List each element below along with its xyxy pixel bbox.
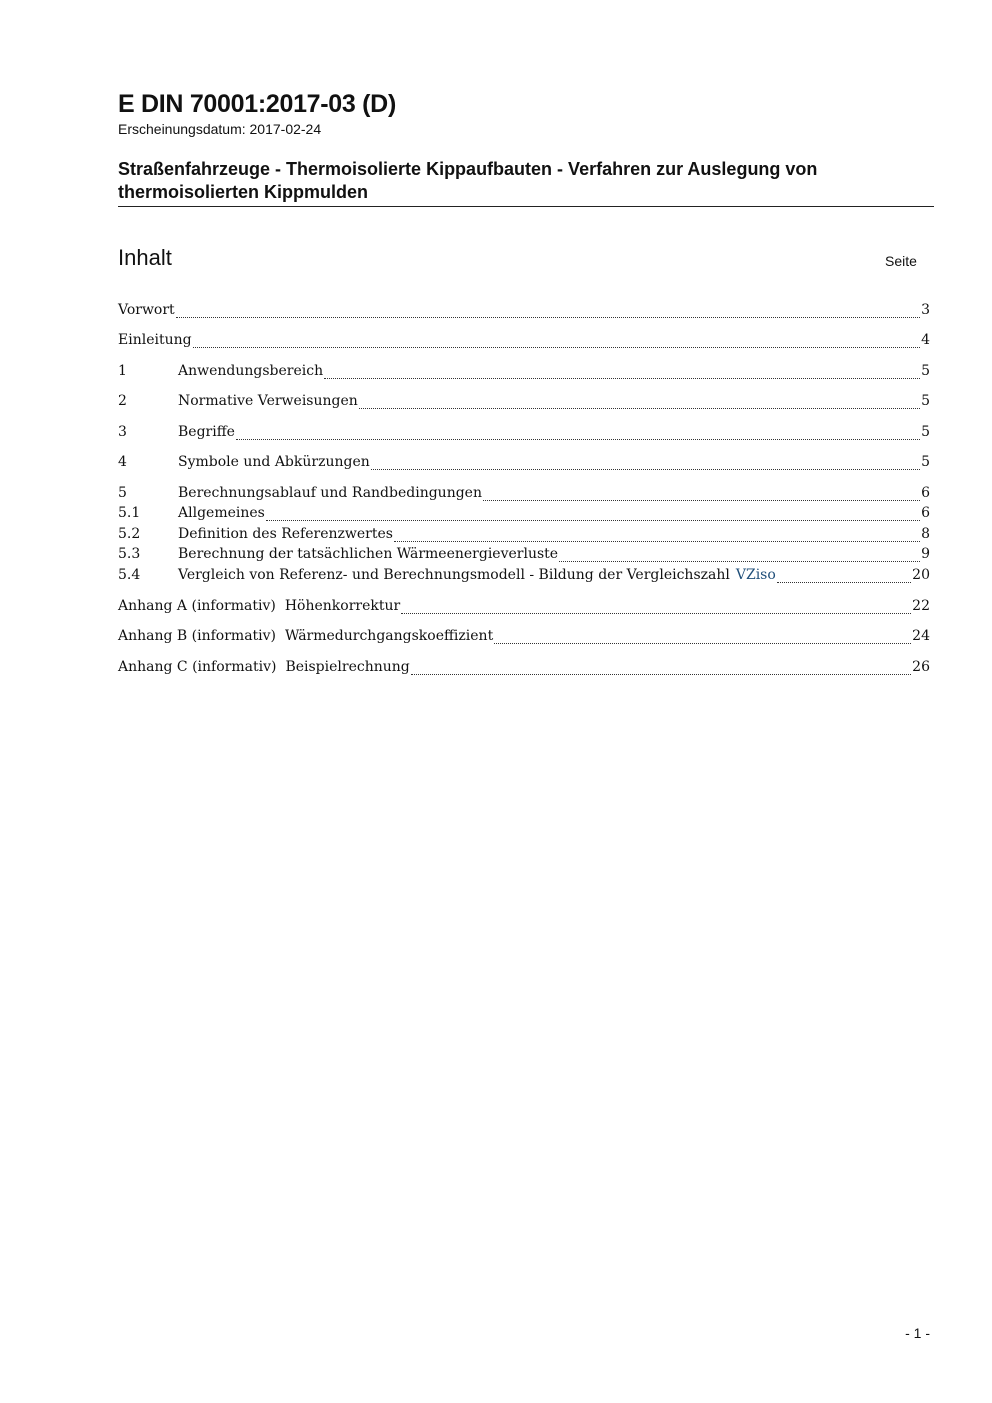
toc-entry-page: 5: [921, 424, 930, 440]
toc-entry-annex-b[interactable]: [118, 628, 930, 648]
toc-leader-dots: [559, 556, 920, 562]
toc-entry-number: 4: [118, 454, 127, 470]
toc-entry-number: 3: [118, 424, 127, 440]
toc-entry-page: 8: [921, 526, 930, 542]
toc-entry-text: Begriffe: [178, 424, 235, 440]
toc-entry-page: 5: [921, 363, 930, 379]
toc-entry-text: Berechnungsablauf und Randbedingungen: [178, 485, 482, 501]
toc-entry-5-2[interactable]: [118, 526, 930, 546]
toc-entry-annex-a[interactable]: [118, 598, 930, 618]
toc-entry-page: 22: [912, 598, 930, 614]
toc-leader-dots: [236, 434, 920, 440]
toc-leader-dots: [483, 495, 920, 501]
toc-entry-2[interactable]: [118, 393, 930, 413]
toc-entry-einleitung[interactable]: [118, 332, 930, 352]
toc-entry-page: 4: [921, 332, 930, 348]
toc-entry-number: 1: [118, 363, 127, 379]
comparison-number-symbol: VZiso: [735, 567, 776, 583]
toc-annex-label: Anhang B (informativ): [118, 628, 277, 644]
toc-annex-label: Anhang C (informativ): [118, 659, 277, 675]
toc-entry-3[interactable]: [118, 424, 930, 444]
toc-leader-dots: [394, 536, 920, 542]
toc-entry-text: Berechnung der tatsächlichen Wärmeenergieverluste: [178, 546, 559, 562]
toc-entry-page: 5: [921, 393, 930, 409]
toc-entry-text: Symbole und Abkürzungen: [178, 454, 370, 470]
toc-entry-page: 26: [912, 659, 930, 675]
toc-entry-page: 5: [921, 454, 930, 470]
document-id: E DIN 70001:2017-03 (D): [118, 90, 396, 118]
toc-entry-text: Vergleich von Referenz- und Berechnungsmodell - Bildung der Vergleichszahl: [178, 567, 730, 583]
toc-entry-page: 20: [912, 567, 930, 583]
toc-leader-dots: [359, 403, 920, 409]
toc-entry-text: Höhenkorrektur: [284, 598, 401, 614]
title-divider: [118, 206, 934, 207]
toc-leader-dots: [324, 373, 920, 379]
toc-entry-text: Wärmedurchgangskoeffizient: [285, 628, 494, 644]
toc-heading: Inhalt: [118, 245, 172, 270]
toc-leader-dots: [266, 515, 920, 521]
document-title: Straßenfahrzeuge - Thermoisolierte Kippaufbauten - Verfahren zur Auslegung von thermoisolierten Kippmulden: [118, 159, 818, 202]
toc-entry-text: Vorwort: [118, 302, 175, 318]
toc-leader-dots: [401, 608, 911, 614]
toc-annex-label: Anhang A (informativ): [118, 598, 276, 614]
toc-leader-dots: [494, 638, 911, 644]
toc-entry-5-3[interactable]: [118, 546, 930, 566]
toc-entry-page: 3: [921, 302, 930, 318]
toc-entry-page: 24: [912, 628, 930, 644]
toc-leader-dots: [371, 464, 920, 470]
toc-entry-text: Allgemeines: [178, 505, 265, 521]
toc-entry-page: 9: [921, 546, 930, 562]
toc-leader-dots: [176, 312, 920, 318]
toc-entry-number: 5.3: [118, 546, 141, 562]
toc-entry-number: 5.1: [118, 505, 141, 521]
page-number: - 1 -: [905, 1325, 930, 1341]
toc-entry-5[interactable]: [118, 485, 930, 505]
toc-entry-annex-c[interactable]: [118, 659, 930, 679]
toc-leader-dots: [411, 669, 911, 675]
toc-entry-text: Anwendungsbereich: [178, 363, 324, 379]
toc-entry-number: 5: [118, 485, 127, 501]
toc-entry-number: 5.4: [118, 567, 141, 583]
toc-entry-1[interactable]: [118, 363, 930, 383]
toc-leader-dots: [193, 342, 921, 348]
toc-entry-number: 2: [118, 393, 127, 409]
toc-entry-text: Einleitung: [118, 332, 192, 348]
toc-entry-number: 5.2: [118, 526, 141, 542]
toc-entry-text: Definition des Referenzwertes: [178, 526, 393, 542]
publication-date: Erscheinungsdatum: 2017-02-24: [118, 121, 322, 137]
toc-entry-text: Beispielrechnung: [285, 659, 410, 675]
toc-entry-5-1[interactable]: [118, 505, 930, 525]
toc-entry-5-4[interactable]: [118, 567, 930, 587]
toc-entry-page: 6: [921, 505, 930, 521]
toc-leader-dots: [777, 577, 911, 583]
toc-entry-page: 6: [921, 485, 930, 501]
toc-entry-vorwort[interactable]: [118, 302, 930, 322]
toc-entry-4[interactable]: [118, 454, 930, 474]
toc-page-column-label: Seite: [885, 253, 917, 269]
toc-entry-text: Normative Verweisungen: [178, 393, 358, 409]
